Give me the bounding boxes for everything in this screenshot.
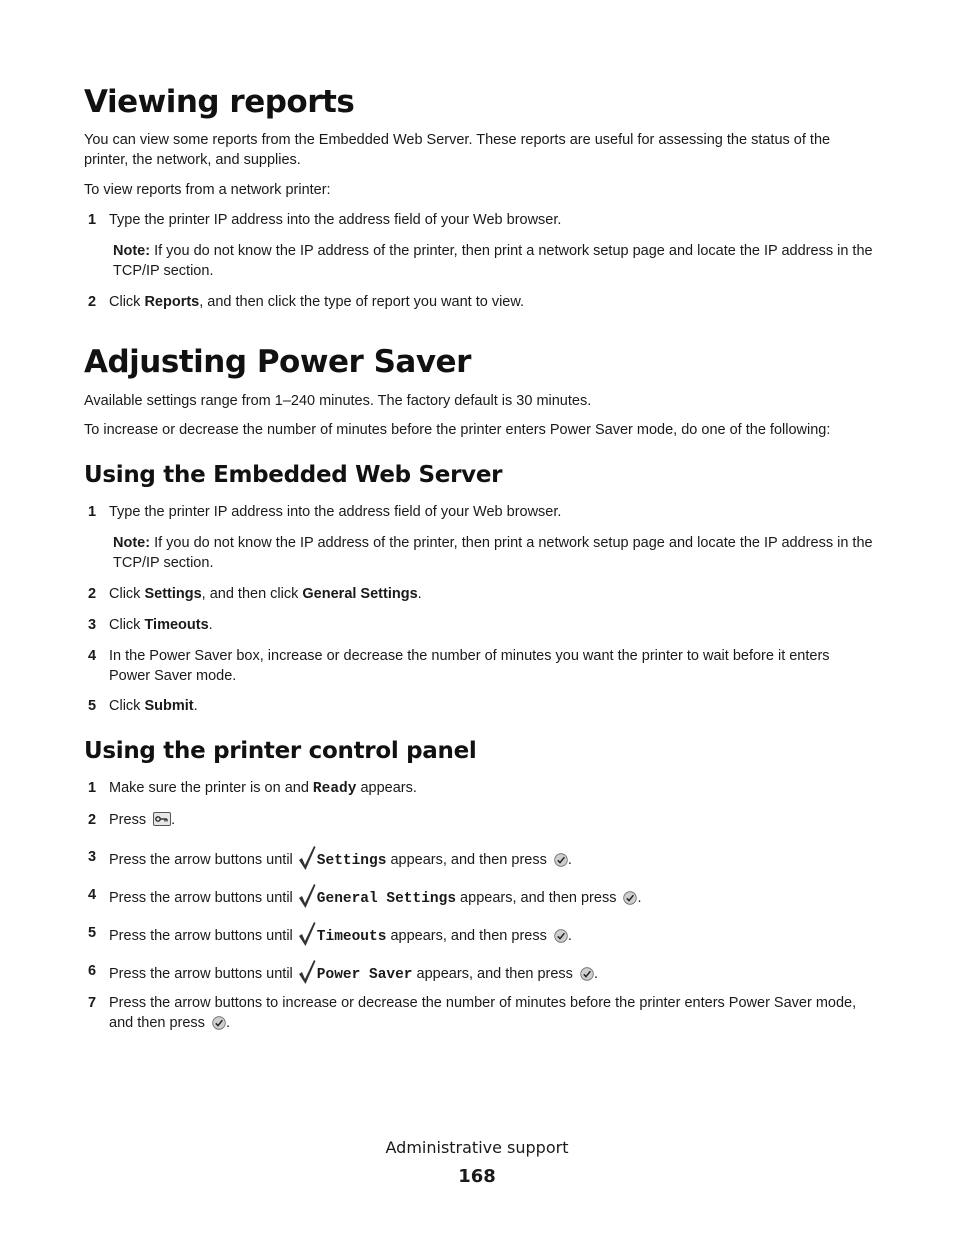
step-number: 6 [88,963,97,979]
subsection-title-ews: Using the Embedded Web Server [84,462,503,488]
step-number: 1 [88,780,97,796]
step-text: Click Timeouts. [109,617,213,633]
step-number: 3 [88,849,97,865]
note-text: If you do not know the IP address of the printer, then print a network setup page and locate the IP address in the TCP/IP section. [113,535,873,571]
note-label: Note: [113,243,151,259]
note-label: Note: [113,535,151,551]
step-number: 3 [88,617,97,633]
section-title-viewing-reports: Viewing reports [84,84,355,120]
checkmark-icon [298,845,316,871]
step-text: Make sure the printer is on and Ready appears. [109,780,417,797]
footer-section-label: Administrative support [385,1138,569,1157]
step-number: 2 [88,294,97,310]
step-number: 2 [88,586,97,602]
display-text-power-saver: Power Saver [316,967,413,983]
step-number: 5 [88,698,97,714]
step-text: In the Power Saver box, increase or decrease the number of minutes you want the printer to wait before it enters Power Saver mode. [109,648,830,684]
viewing-intro: You can view some reports from the Embedded Web Server. These reports are useful for assessing the status of the printer, the network, and supplies. [84,132,831,168]
step-number: 4 [88,887,97,903]
reports-label: Reports [144,294,200,310]
display-text-general-settings: General Settings [316,891,457,907]
display-text-timeouts: Timeouts [316,929,387,945]
step-number: 4 [88,648,97,664]
select-button-icon [554,853,568,867]
step-text: Press the arrow buttons until Timeouts appears, and then press . [109,921,874,947]
power-intro: Available settings range from 1–240 minutes. The factory default is 30 minutes. [84,393,592,409]
step-text: Press the arrow buttons until Settings appears, and then press . [109,845,874,871]
section-title-power-saver: Adjusting Power Saver [84,344,471,380]
step-number: 2 [88,812,97,828]
checkmark-icon [298,883,316,909]
step-text: Click Settings, and then click General Settings. [109,586,422,602]
step-number: 7 [88,995,97,1011]
step-text: Click Reports, and then click the type of report you want to view. [109,294,525,310]
step-number: 1 [88,504,97,520]
viewing-note [113,241,873,281]
display-text-ready: Ready [312,781,357,797]
step-text: Press the arrow buttons to increase or decrease the number of minutes before the printer enters Power Saver mode, and then press . [109,995,857,1031]
select-button-icon [212,1016,226,1030]
viewing-lead: To view reports from a network printer: [84,182,331,198]
subsection-title-control-panel: Using the printer control panel [84,738,477,764]
checkmark-icon [298,959,316,985]
step-number: 1 [88,212,97,228]
ews-note [113,533,873,573]
select-button-icon [580,967,594,981]
step-number: 5 [88,925,97,941]
checkmark-icon [298,921,316,947]
step-text: Type the printer IP address into the address field of your Web browser. [109,504,562,520]
select-button-icon [623,891,637,905]
step-text: Press the arrow buttons until Power Saver appears, and then press . [109,959,874,985]
page-number: 168 [458,1166,496,1187]
step-text: Press . [109,812,176,828]
power-lead: To increase or decrease the number of minutes before the printer enters Power Saver mode, do one of the following: [84,422,831,438]
display-text-settings: Settings [316,853,387,869]
note-text: If you do not know the IP address of the printer, then print a network setup page and locate the IP address in the TCP/IP section. [113,243,873,279]
menu-key-icon [153,812,171,826]
step-text: Type the printer IP address into the address field of your Web browser. [109,212,562,228]
step-text: Click Submit. [109,698,198,714]
select-button-icon [554,929,568,943]
step-text: Press the arrow buttons until General Settings appears, and then press . [109,883,874,909]
